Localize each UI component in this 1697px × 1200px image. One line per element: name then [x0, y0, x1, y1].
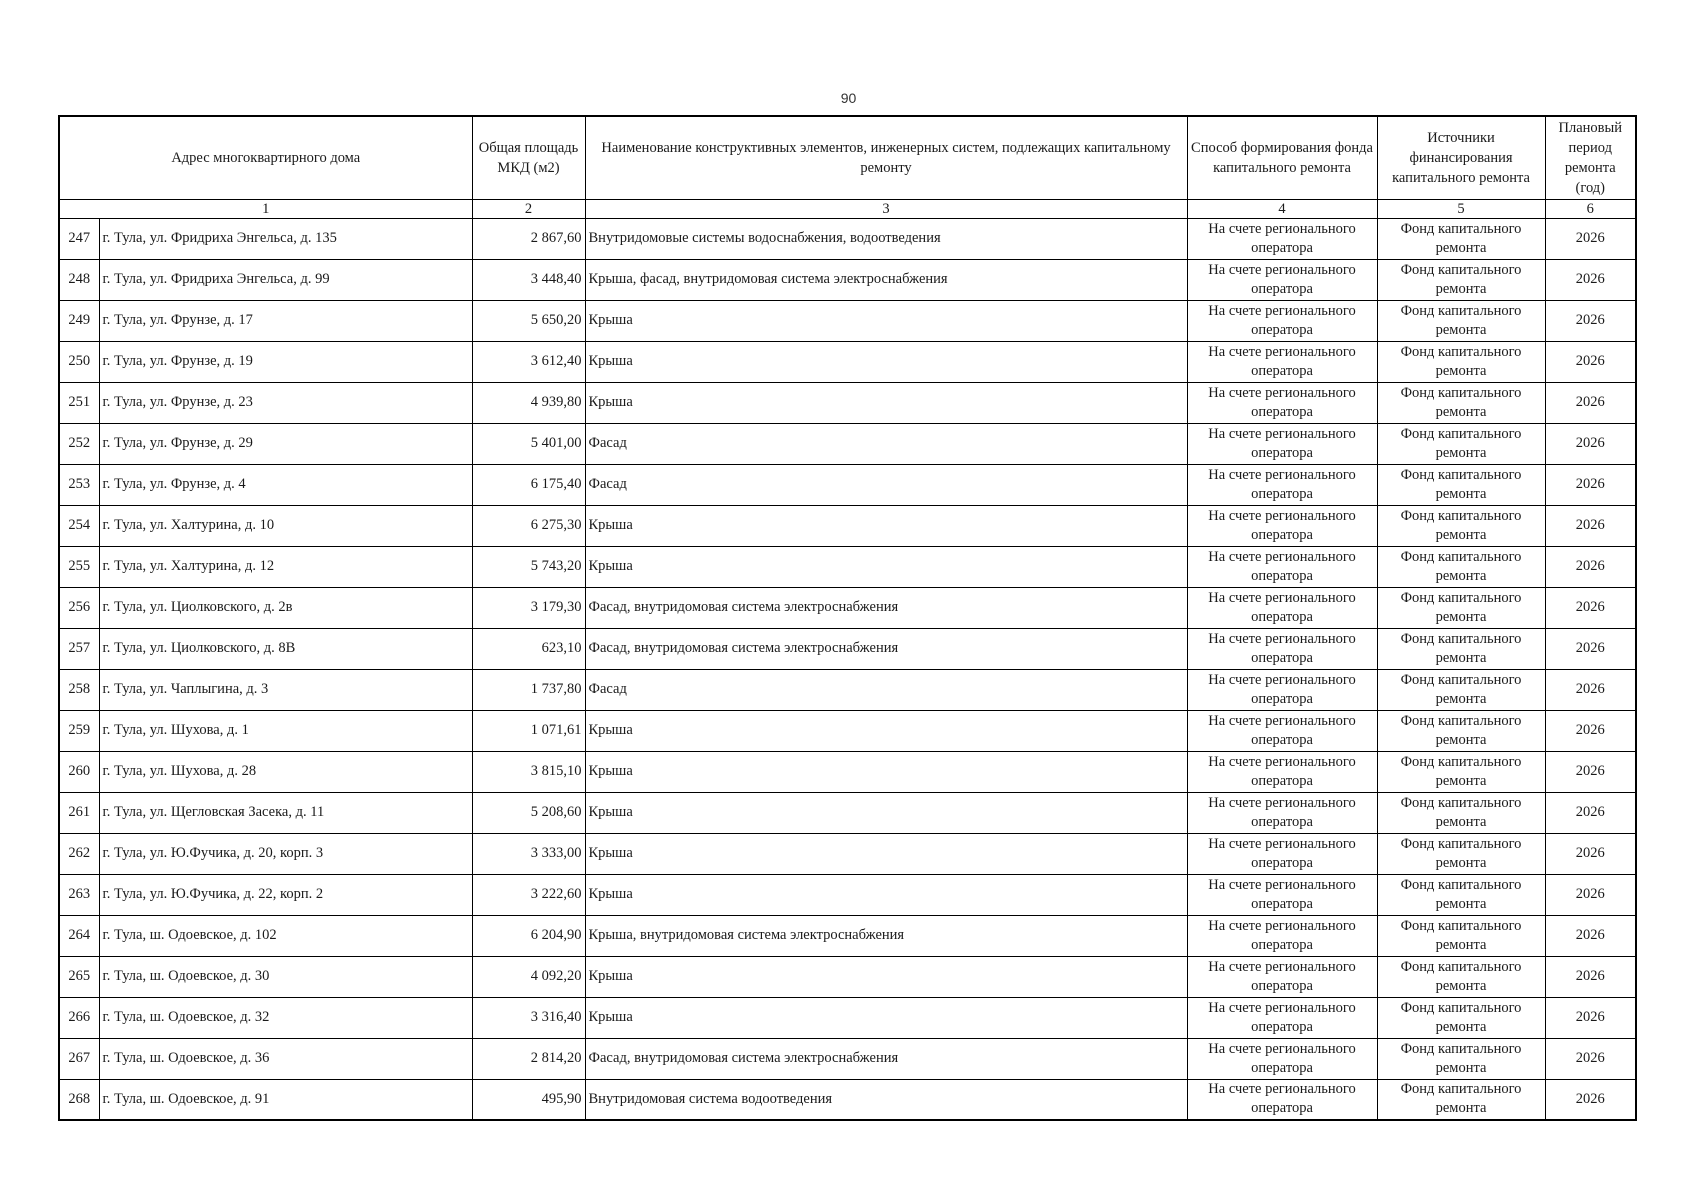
table-body — [59, 218, 1636, 1120]
table-row — [59, 874, 1636, 915]
row-number: 252 — [59, 423, 99, 464]
funding-source-cell: Фонд капитального ремонта — [1377, 382, 1545, 423]
funding-source-cell: Фонд капитального ремонта — [1377, 423, 1545, 464]
area-cell: 5 743,20 — [472, 546, 585, 587]
funding-method-cell: На счете регионального оператора — [1187, 669, 1377, 710]
planned-year-cell: 2026 — [1545, 423, 1636, 464]
table-row — [59, 423, 1636, 464]
elements-cell: Фасад, внутридомовая система электроснабжения — [585, 587, 1187, 628]
funding-method-cell: На счете регионального оператора — [1187, 710, 1377, 751]
table-row — [59, 792, 1636, 833]
area-cell: 3 815,10 — [472, 751, 585, 792]
address-cell: г. Тула, ул. Фрунзе, д. 29 — [99, 423, 472, 464]
table-row — [59, 997, 1636, 1038]
funding-source-cell: Фонд капитального ремонта — [1377, 628, 1545, 669]
funding-method-cell: На счете регионального оператора — [1187, 218, 1377, 259]
page-number: 90 — [840, 90, 857, 106]
planned-year-cell: 2026 — [1545, 1079, 1636, 1120]
funding-source-cell: Фонд капитального ремонта — [1377, 997, 1545, 1038]
table-row — [59, 915, 1636, 956]
planned-year-cell: 2026 — [1545, 341, 1636, 382]
funding-method-cell: На счете регионального оператора — [1187, 423, 1377, 464]
column-number: 5 — [1377, 199, 1545, 218]
header-period: Плановый период ремонта (год) — [1545, 116, 1636, 199]
row-number: 263 — [59, 874, 99, 915]
area-cell: 6 204,90 — [472, 915, 585, 956]
planned-year-cell: 2026 — [1545, 1038, 1636, 1079]
funding-method-cell: На счете регионального оператора — [1187, 874, 1377, 915]
address-cell: г. Тула, ул. Шухова, д. 1 — [99, 710, 472, 751]
address-cell: г. Тула, ул. Щегловская Засека, д. 11 — [99, 792, 472, 833]
address-cell: г. Тула, ул. Чаплыгина, д. 3 — [99, 669, 472, 710]
funding-source-cell: Фонд капитального ремонта — [1377, 1079, 1545, 1120]
address-cell: г. Тула, ул. Циолковского, д. 8В — [99, 628, 472, 669]
funding-source-cell: Фонд капитального ремонта — [1377, 751, 1545, 792]
area-cell: 3 316,40 — [472, 997, 585, 1038]
table-row — [59, 341, 1636, 382]
row-number: 259 — [59, 710, 99, 751]
elements-cell: Крыша — [585, 546, 1187, 587]
table-row — [59, 710, 1636, 751]
elements-cell: Фасад, внутридомовая система электроснабжения — [585, 628, 1187, 669]
area-cell: 6 175,40 — [472, 464, 585, 505]
planned-year-cell: 2026 — [1545, 956, 1636, 997]
address-cell: г. Тула, ш. Одоевское, д. 36 — [99, 1038, 472, 1079]
funding-source-cell: Фонд капитального ремонта — [1377, 669, 1545, 710]
funding-source-cell: Фонд капитального ремонта — [1377, 792, 1545, 833]
elements-cell: Внутридомовые системы водоснабжения, водоотведения — [585, 218, 1187, 259]
row-number: 256 — [59, 587, 99, 628]
elements-cell: Крыша — [585, 997, 1187, 1038]
row-number: 254 — [59, 505, 99, 546]
elements-cell: Крыша — [585, 833, 1187, 874]
elements-cell: Крыша — [585, 505, 1187, 546]
funding-method-cell: На счете регионального оператора — [1187, 956, 1377, 997]
funding-method-cell: На счете регионального оператора — [1187, 1038, 1377, 1079]
table-row — [59, 1079, 1636, 1120]
elements-cell: Фасад, внутридомовая система электроснабжения — [585, 1038, 1187, 1079]
elements-cell: Крыша — [585, 710, 1187, 751]
row-number: 262 — [59, 833, 99, 874]
funding-method-cell: На счете регионального оператора — [1187, 382, 1377, 423]
funding-source-cell: Фонд капитального ремонта — [1377, 710, 1545, 751]
funding-method-cell: На счете регионального оператора — [1187, 341, 1377, 382]
area-cell: 4 092,20 — [472, 956, 585, 997]
funding-method-cell: На счете регионального оператора — [1187, 259, 1377, 300]
row-number: 255 — [59, 546, 99, 587]
funding-source-cell: Фонд капитального ремонта — [1377, 300, 1545, 341]
area-cell: 2 814,20 — [472, 1038, 585, 1079]
area-cell: 3 179,30 — [472, 587, 585, 628]
area-cell: 3 333,00 — [472, 833, 585, 874]
funding-method-cell: На счете регионального оператора — [1187, 628, 1377, 669]
planned-year-cell: 2026 — [1545, 915, 1636, 956]
elements-cell: Внутридомовая система водоотведения — [585, 1079, 1187, 1120]
elements-cell: Крыша — [585, 792, 1187, 833]
funding-method-cell: На счете регионального оператора — [1187, 792, 1377, 833]
row-number: 247 — [59, 218, 99, 259]
header-method: Способ формирования фонда капитального ремонта — [1187, 116, 1377, 199]
funding-source-cell: Фонд капитального ремонта — [1377, 587, 1545, 628]
planned-year-cell: 2026 — [1545, 874, 1636, 915]
area-cell: 5 401,00 — [472, 423, 585, 464]
address-cell: г. Тула, ул. Фридриха Энгельса, д. 135 — [99, 218, 472, 259]
column-number: 6 — [1545, 199, 1636, 218]
planned-year-cell: 2026 — [1545, 505, 1636, 546]
elements-cell: Крыша, фасад, внутридомовая система электроснабжения — [585, 259, 1187, 300]
table-row — [59, 669, 1636, 710]
row-number: 265 — [59, 956, 99, 997]
elements-cell: Крыша — [585, 382, 1187, 423]
table-row — [59, 587, 1636, 628]
planned-year-cell: 2026 — [1545, 218, 1636, 259]
planned-year-cell: 2026 — [1545, 710, 1636, 751]
address-cell: г. Тула, ул. Фридриха Энгельса, д. 99 — [99, 259, 472, 300]
elements-cell: Крыша, внутридомовая система электроснабжения — [585, 915, 1187, 956]
table-row — [59, 259, 1636, 300]
row-number: 268 — [59, 1079, 99, 1120]
funding-source-cell: Фонд капитального ремонта — [1377, 505, 1545, 546]
funding-method-cell: На счете регионального оператора — [1187, 997, 1377, 1038]
table-row — [59, 505, 1636, 546]
funding-source-cell: Фонд капитального ремонта — [1377, 915, 1545, 956]
table-row — [59, 464, 1636, 505]
row-number: 251 — [59, 382, 99, 423]
address-cell: г. Тула, ул. Шухова, д. 28 — [99, 751, 472, 792]
address-cell: г. Тула, ул. Ю.Фучика, д. 22, корп. 2 — [99, 874, 472, 915]
planned-year-cell: 2026 — [1545, 587, 1636, 628]
table-row — [59, 546, 1636, 587]
funding-method-cell: На счете регионального оператора — [1187, 833, 1377, 874]
funding-method-cell: На счете регионального оператора — [1187, 751, 1377, 792]
planned-year-cell: 2026 — [1545, 546, 1636, 587]
funding-method-cell: На счете регионального оператора — [1187, 300, 1377, 341]
funding-source-cell: Фонд капитального ремонта — [1377, 464, 1545, 505]
funding-method-cell: На счете регионального оператора — [1187, 1079, 1377, 1120]
row-number: 253 — [59, 464, 99, 505]
planned-year-cell: 2026 — [1545, 997, 1636, 1038]
column-number: 2 — [472, 199, 585, 218]
funding-source-cell: Фонд капитального ремонта — [1377, 874, 1545, 915]
area-cell: 5 650,20 — [472, 300, 585, 341]
planned-year-cell: 2026 — [1545, 464, 1636, 505]
funding-source-cell: Фонд капитального ремонта — [1377, 341, 1545, 382]
area-cell: 3 222,60 — [472, 874, 585, 915]
table-row — [59, 218, 1636, 259]
address-cell: г. Тула, ул. Фрунзе, д. 4 — [99, 464, 472, 505]
address-cell: г. Тула, ш. Одоевское, д. 91 — [99, 1079, 472, 1120]
planned-year-cell: 2026 — [1545, 382, 1636, 423]
address-cell: г. Тула, ул. Фрунзе, д. 23 — [99, 382, 472, 423]
area-cell: 5 208,60 — [472, 792, 585, 833]
elements-cell: Фасад — [585, 464, 1187, 505]
elements-cell: Крыша — [585, 341, 1187, 382]
area-cell: 3 612,40 — [472, 341, 585, 382]
funding-method-cell: На счете регионального оператора — [1187, 464, 1377, 505]
header-elements: Наименование конструктивных элементов, инженерных систем, подлежащих капитальному ремонту — [585, 116, 1187, 199]
address-cell: г. Тула, ул. Фрунзе, д. 19 — [99, 341, 472, 382]
funding-source-cell: Фонд капитального ремонта — [1377, 218, 1545, 259]
table-header — [59, 116, 1636, 218]
funding-source-cell: Фонд капитального ремонта — [1377, 546, 1545, 587]
area-cell: 495,90 — [472, 1079, 585, 1120]
funding-source-cell: Фонд капитального ремонта — [1377, 833, 1545, 874]
area-cell: 1 737,80 — [472, 669, 585, 710]
row-number: 248 — [59, 259, 99, 300]
header-address: Адрес многоквартирного дома — [59, 116, 472, 199]
column-number: 4 — [1187, 199, 1377, 218]
row-number: 261 — [59, 792, 99, 833]
elements-cell: Крыша — [585, 300, 1187, 341]
row-number: 266 — [59, 997, 99, 1038]
area-cell: 6 275,30 — [472, 505, 585, 546]
funding-source-cell: Фонд капитального ремонта — [1377, 956, 1545, 997]
row-number: 250 — [59, 341, 99, 382]
repair-register-table — [58, 115, 1637, 1121]
table-row — [59, 751, 1636, 792]
table-row — [59, 300, 1636, 341]
area-cell: 1 071,61 — [472, 710, 585, 751]
planned-year-cell: 2026 — [1545, 259, 1636, 300]
elements-cell: Фасад — [585, 423, 1187, 464]
elements-cell: Фасад — [585, 669, 1187, 710]
elements-cell: Крыша — [585, 956, 1187, 997]
table-row — [59, 1038, 1636, 1079]
planned-year-cell: 2026 — [1545, 751, 1636, 792]
address-cell: г. Тула, ул. Халтурина, д. 10 — [99, 505, 472, 546]
row-number: 264 — [59, 915, 99, 956]
table-row — [59, 956, 1636, 997]
row-number: 257 — [59, 628, 99, 669]
address-cell: г. Тула, ш. Одоевское, д. 32 — [99, 997, 472, 1038]
header-area: Общая площадь МКД (м2) — [472, 116, 585, 199]
planned-year-cell: 2026 — [1545, 669, 1636, 710]
column-number: 1 — [59, 199, 472, 218]
header-source: Источники финансирования капитального ремонта — [1377, 116, 1545, 199]
area-cell: 4 939,80 — [472, 382, 585, 423]
funding-method-cell: На счете регионального оператора — [1187, 505, 1377, 546]
address-cell: г. Тула, ш. Одоевское, д. 102 — [99, 915, 472, 956]
address-cell: г. Тула, ул. Циолковского, д. 2в — [99, 587, 472, 628]
funding-method-cell: На счете регионального оператора — [1187, 587, 1377, 628]
column-number: 3 — [585, 199, 1187, 218]
area-cell: 623,10 — [472, 628, 585, 669]
table-row — [59, 382, 1636, 423]
funding-method-cell: На счете регионального оператора — [1187, 546, 1377, 587]
address-cell: г. Тула, ул. Ю.Фучика, д. 20, корп. 3 — [99, 833, 472, 874]
row-number: 249 — [59, 300, 99, 341]
planned-year-cell: 2026 — [1545, 792, 1636, 833]
row-number: 267 — [59, 1038, 99, 1079]
elements-cell: Крыша — [585, 874, 1187, 915]
planned-year-cell: 2026 — [1545, 833, 1636, 874]
row-number: 260 — [59, 751, 99, 792]
funding-source-cell: Фонд капитального ремонта — [1377, 1038, 1545, 1079]
funding-method-cell: На счете регионального оператора — [1187, 915, 1377, 956]
area-cell: 2 867,60 — [472, 218, 585, 259]
planned-year-cell: 2026 — [1545, 628, 1636, 669]
address-cell: г. Тула, ул. Фрунзе, д. 17 — [99, 300, 472, 341]
header-row — [59, 116, 1636, 199]
table-row — [59, 833, 1636, 874]
address-cell: г. Тула, ул. Халтурина, д. 12 — [99, 546, 472, 587]
address-cell: г. Тула, ш. Одоевское, д. 30 — [99, 956, 472, 997]
column-number-row — [59, 199, 1636, 218]
planned-year-cell: 2026 — [1545, 300, 1636, 341]
area-cell: 3 448,40 — [472, 259, 585, 300]
funding-source-cell: Фонд капитального ремонта — [1377, 259, 1545, 300]
table-row — [59, 628, 1636, 669]
row-number: 258 — [59, 669, 99, 710]
elements-cell: Крыша — [585, 751, 1187, 792]
